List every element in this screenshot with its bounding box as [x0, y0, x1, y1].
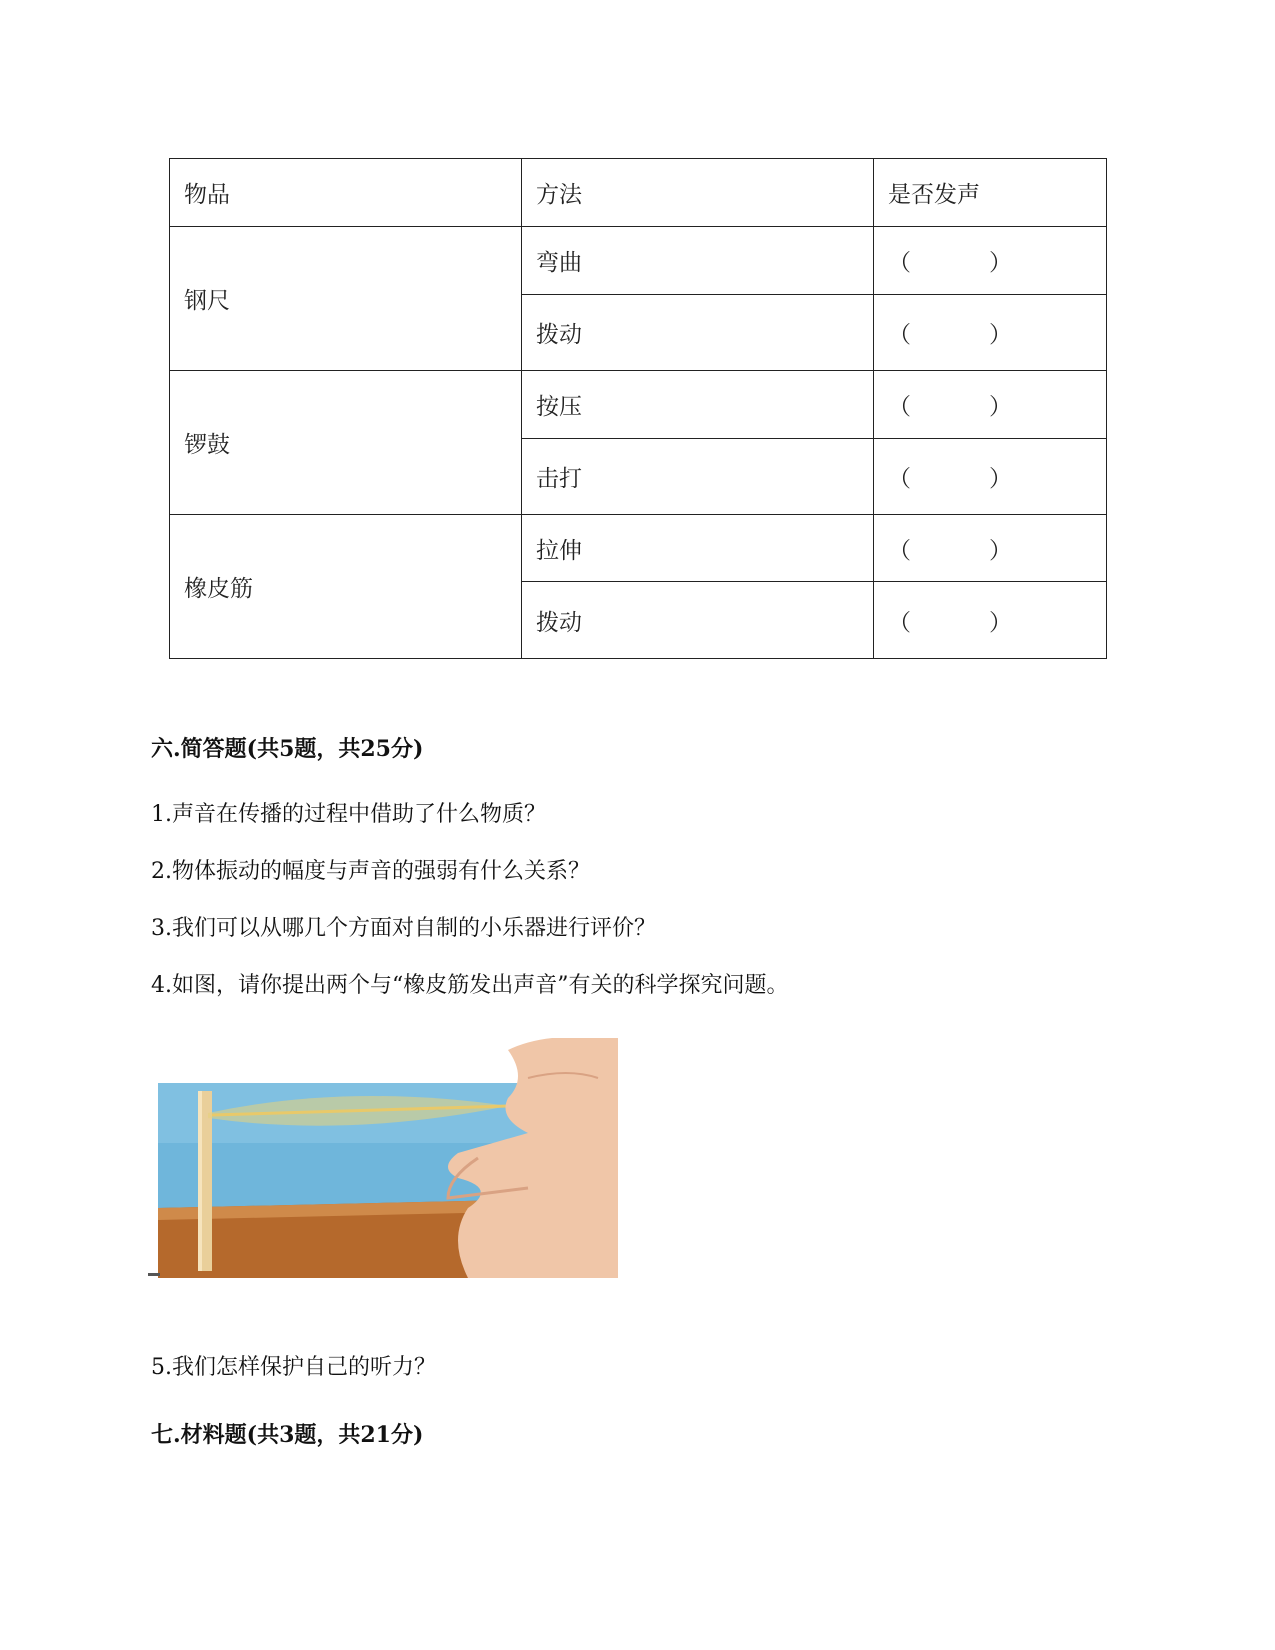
header-item: 物品 — [170, 159, 522, 227]
section-6-title: 六.简答题(共5题，共25分) — [151, 736, 424, 762]
table-row — [170, 227, 1107, 295]
item-cell: 钢尺 — [170, 227, 522, 371]
answer-blank: （ ） — [874, 439, 1107, 515]
table-row — [170, 515, 1107, 582]
table-row — [170, 371, 1107, 439]
header-sound: 是否发声 — [874, 159, 1107, 227]
header-method: 方法 — [522, 159, 874, 227]
table-header-row — [170, 159, 1107, 227]
method-cell: 拉伸 — [522, 515, 874, 582]
question-3: 3.我们可以从哪几个方面对自制的小乐器进行评价？ — [151, 916, 656, 941]
question-1: 1.声音在传播的过程中借助了什么物质？ — [151, 802, 546, 827]
method-cell: 拨动 — [522, 295, 874, 371]
method-cell: 击打 — [522, 439, 874, 515]
rubber-band-illustration — [148, 1038, 623, 1288]
item-cell: 橡皮筋 — [170, 515, 522, 659]
method-cell: 按压 — [522, 371, 874, 439]
answer-blank: （ ） — [874, 515, 1107, 582]
answer-blank: （ ） — [874, 295, 1107, 371]
question-5: 5.我们怎样保护自己的听力？ — [151, 1355, 436, 1380]
answer-blank: （ ） — [874, 227, 1107, 295]
experiment-table — [169, 158, 1107, 659]
answer-blank: （ ） — [874, 582, 1107, 659]
item-cell: 锣鼓 — [170, 371, 522, 515]
question-4: 4.如图，请你提出两个与“橡皮筋发出声音”有关的科学探究问题。 — [151, 973, 789, 998]
rubber-band-photo — [148, 1038, 623, 1292]
method-cell: 弯曲 — [522, 227, 874, 295]
question-2: 2.物体振动的幅度与声音的强弱有什么关系？ — [151, 859, 590, 884]
method-cell: 拨动 — [522, 582, 874, 659]
section-7-title: 七.材料题(共3题，共21分) — [151, 1422, 424, 1448]
answer-blank: （ ） — [874, 371, 1107, 439]
